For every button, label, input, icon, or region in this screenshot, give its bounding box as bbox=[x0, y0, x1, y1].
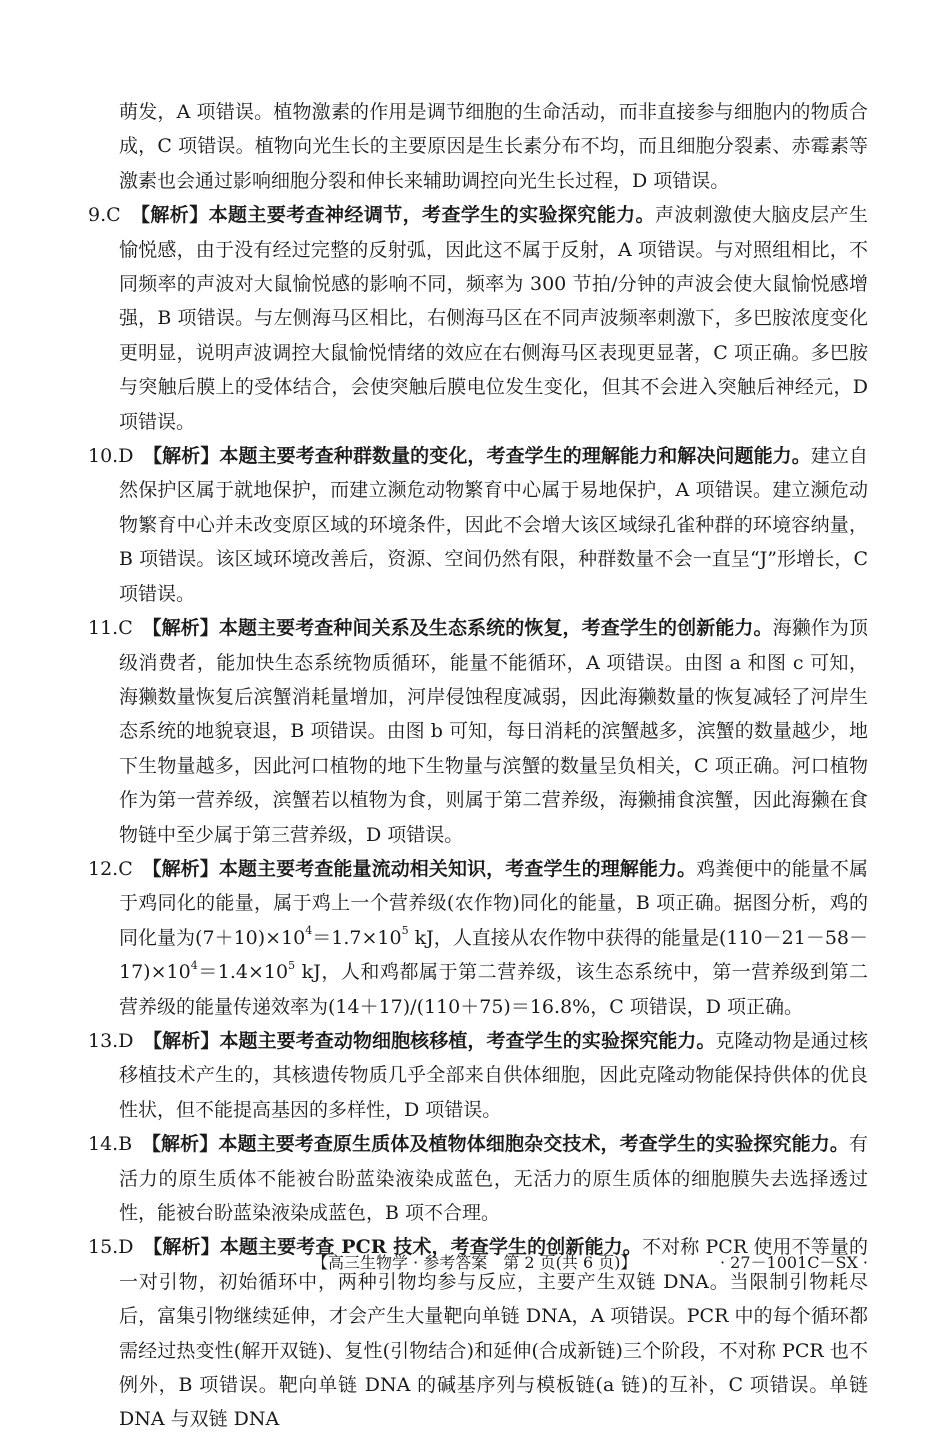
item-number: 11.C bbox=[88, 617, 133, 640]
item-text: 海獭作为顶级消费者，能加快生态系统物质循环，能量不能循环，A 项错误。由图 a 和图 c 可知，海獭数量恢复后滨蟹消耗量增加，河岸侵蚀程度减弱，因此海獭数量的恢复减轻了河岸生态系统的地貌衰退，B 项错误。由图 b 可知，每日消耗的滨蟹越多，滨蟹的数量越少，地下生物量越多，因此河口植物的地下生物量与滨蟹的数量呈负相关，C 项正确。河口植物作为第一营养级，滨蟹若以植物为食，则属于第二营养级，海獭捕食滨蟹，因此海獭在食物链中至少属于第三营养级，D 项错误。 bbox=[119, 617, 868, 846]
item-text-e: kJ，人和鸡都属于第二营养级，该生态系统中，第一营养级到第二营养级的能量传递效率为(14＋17)/(110＋75)＝16.8%，C 项错误，D 项正确。 bbox=[119, 961, 868, 1018]
item-text: 有活力的原生质体不能被台盼蓝染液染成蓝色，无活力的原生质体的细胞膜失去选择透过性，能被台盼蓝染液染成蓝色，B 项不合理。 bbox=[119, 1133, 868, 1224]
analysis-label: 【解析】本题主要考查原生质体及植物体细胞杂交技术，考查学生的实验探究能力。 bbox=[151, 1133, 849, 1156]
exponent: 4 bbox=[305, 924, 313, 938]
item-text-a: 鸡粪便中的能量不属于鸡同化的能量，属于鸡上一个营养级(农作物)同化的能量，B 项正确。据图分析，鸡的同化量为(7＋10)×10 bbox=[119, 857, 868, 949]
exponent: 5 bbox=[401, 924, 409, 938]
item-number: 10.D bbox=[88, 445, 134, 468]
exponent: 5 bbox=[288, 958, 296, 972]
analysis-label: 【解析】本题主要考查种群数量的变化，考查学生的理解能力和解决问题能力。 bbox=[152, 445, 811, 468]
item-text-c: kJ，人直接从农作物中获得的能量是(110－21－58－17)×10 bbox=[119, 926, 869, 984]
footer-page-info: 【高三生物学 · 参考答案 第 2 页(共 6 页)】 bbox=[312, 1253, 637, 1272]
answer-item-14 bbox=[88, 1127, 868, 1230]
answer-item-12 bbox=[88, 852, 868, 1024]
item-text: 建立自然保护区属于就地保护，而建立濒危动物繁育中心属于易地保护，A 项错误。建立濒危动物繁育中心并未改变原区域的环境条件，因此不会增大该区域绿孔雀种群的环境容纳量，B 项错误。该区域环境改善后，资源、空间仍然有限，种群数量不会一直呈“J”形增长，C 项错误。 bbox=[119, 445, 868, 605]
item-number: 15.D bbox=[88, 1236, 134, 1259]
analysis-label: 【解析】本题主要考查种间关系及生态系统的恢复，考查学生的创新能力。 bbox=[151, 617, 773, 640]
answer-item-10 bbox=[88, 439, 868, 611]
item-number: 12.C bbox=[88, 857, 133, 880]
item-text-d: ＝1.4×10 bbox=[197, 961, 289, 984]
exponent: 4 bbox=[190, 958, 198, 972]
footer-code: · 27－1001C－SX · bbox=[720, 1253, 869, 1272]
item-number: 13.D bbox=[88, 1029, 134, 1052]
lead-text: 萌发，A 项错误。植物激素的作用是调节细胞的生命活动，而非直接参与细胞内的物质合成，C 项错误。植物向光生长的主要原因是生长素分布不均，而且细胞分裂素、赤霉素等激素也会通过影响细胞分裂和伸长来辅助调控向光生长过程，D 项错误。 bbox=[119, 101, 868, 192]
answer-item-11 bbox=[88, 611, 868, 852]
item-text: 声波刺激使大脑皮层产生愉悦感，由于没有经过完整的反射弧，因此这不属于反射，A 项错误。与对照组相比，不同频率的声波对大鼠愉悦感的影响不同，频率为 300 节拍/分钟的声波会使大鼠愉悦感增强，B 项错误。与左侧海马区相比，右侧海马区在不同声波频率刺激下，多巴胺浓度变化更明显，说明声波调控大鼠愉悦情绪的效应在右侧海马区表现更显著，C 项正确。多巴胺与突触后膜上的受体结合，会使突触后膜电位发生变化，但其不会进入突触后神经元，D 项错误。 bbox=[119, 204, 868, 433]
answer-item-13 bbox=[88, 1024, 868, 1127]
analysis-label: 【解析】本题主要考查动物细胞核移植，考查学生的实验探究能力。 bbox=[152, 1029, 716, 1052]
lead-paragraph bbox=[88, 95, 868, 198]
item-text-b: ＝1.7×10 bbox=[312, 926, 402, 949]
analysis-label: 【解析】本题主要考查 PCR 技术，考查学生的创新能力。 bbox=[152, 1236, 642, 1259]
answer-content bbox=[88, 95, 868, 1437]
item-number: 9.C bbox=[88, 204, 121, 227]
page-footer bbox=[0, 1250, 950, 1280]
item-text: 不对称 PCR 使用不等量的一对引物，初始循环中，两种引物均参与反应，主要产生双链 DNA。当限制引物耗尽后，富集引物继续延伸，才会产生大量靶向单链 DNA，A 项错误。PCR 中的每个循环都需经过热变性(解开双链)、复性(引物结合)和延伸(合成新链)三个阶段，不对称 PCR 也不例外，B 项错误。靶向单链 DNA 的碱基序列与模板链(a 链)的互补，C 项错误。单链 DNA 与双链 DNA bbox=[119, 1236, 868, 1431]
answer-item-9 bbox=[88, 198, 868, 439]
analysis-label: 【解析】本题主要考查神经调节，考查学生的实验探究能力。 bbox=[140, 204, 655, 227]
item-number: 14.B bbox=[88, 1133, 133, 1156]
analysis-label: 【解析】本题主要考查能量流动相关知识，考查学生的理解能力。 bbox=[151, 857, 697, 880]
item-text: 克隆动物是通过核移植技术产生的，其核遗传物质几乎全部来自供体细胞，因此克隆动物能保持供体的优良性状，但不能提高基因的多样性，D 项错误。 bbox=[119, 1029, 868, 1121]
